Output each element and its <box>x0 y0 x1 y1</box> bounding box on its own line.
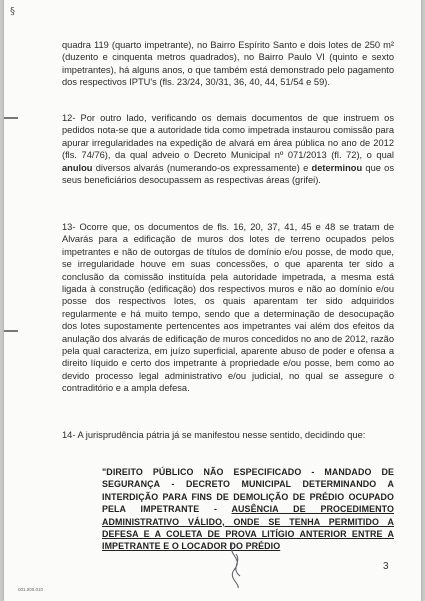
quote-underlined-text: AUSÊNCIA DE PROCEDIMENTO ADMINISTRATIVO VÁLIDO, ONDE SE TENHA PERMITIDO A DEFESA E A COLETA DE PROVA LITÍGIO ANTERIOR ENTRE A IMPETRANTE E O LOCADOR DO PRÉDIO <box>102 504 394 552</box>
quote-text: "DIREITO PÚBLICO NÃO ESPECIFICADO - MANDADO DE SEGURANÇA - DECRETO MUNICIPAL DETERMINANDO A INTERDIÇÃO PARA FINS DE DEMOLIÇÃO DE PRÉDIO OCUPADO PELA IMPETRANTE - <box>102 467 394 515</box>
bold-term-determinou: determinou <box>311 162 363 173</box>
paragraph-continuation: quadra 119 (quarto impetrante), no Bairro Espírito Santo e dois lotes de 250 m² (duzento e cinquenta metros quadrados), no Bairro Paulo VI (quinto e sexto impetrantes), há alguns anos, o que também está demonstrado pelo pagamento dos respectivos IPTU's (fls. 23/24, 30/31, 36, 40, 44, 51/54 e 59). <box>62 40 394 88</box>
edge-mark <box>4 117 18 119</box>
paragraph-12-text-c: diversos alvarás (numerando-os expressamente) e <box>95 162 309 173</box>
paragraph-12-text-d: que os seus beneficiários desocupassem as respectivas áreas (grifei). <box>62 162 394 186</box>
paragraph-13: 13- Ocorre que, os documentos de fls. 16, 20, 37, 41, 45 e 48 se tratam de Alvarás para a edificação de muros dos lotes de terreno ocupados pelos impetrantes e não de outorgas de títulos de domínio e/ou posse, de modo que, se irregularidade houve em suas concessões, o que aparenta ter sido a conclusão da comissão instituída pela autoridade impetrada, a mesma está ligada à construção (edificação) dos respectivos muros e não ao domínio e/ou posse dos respectivos lotes, os quais aparentam ter sido adquiridos regularmente e há muito tempo, sendo que a determinação de desocupação dos lotes supostamente pertencentes aos impetrantes vai além dos efeitos da anulação dos alvarás de edificação de muros concedidos no ano de 2012, razão pela qual caracteriza, em juízo superficial, aparente abuso de poder e ofensa a direito líquido e certo dos impetrante à propriedade e/ou posse, bem como ao devido processo legal administrativo e/ou judicial, no qual se assegure o contraditório e a ampla defesa. <box>62 222 394 394</box>
binder-mark: § <box>10 6 15 17</box>
page-number: 3 <box>383 561 389 572</box>
paragraph-12-text-a: 12- Por outro lado, verificando os demais documentos de que instruem os pedidos nota-se que a autoridade tida como impetrada instaurou comissão para apurar irregularidades na expedição de alvará em área pública no ano de 2012 (fls. 74/76), da qual adveio o Decreto Municipal nº 071/2013 (fl. 72), o qual <box>62 113 394 161</box>
signature-mark <box>226 540 252 590</box>
bold-term-anulou: anulou <box>62 162 93 173</box>
edge-mark <box>4 330 18 332</box>
paragraph-12 <box>62 112 394 186</box>
paragraph-14: 14- A jurisprudência pátria já se manifestou nesse sentido, decidindo que: <box>62 430 366 440</box>
footer-code: 001.000.010 <box>18 587 44 592</box>
document-page <box>4 0 421 601</box>
